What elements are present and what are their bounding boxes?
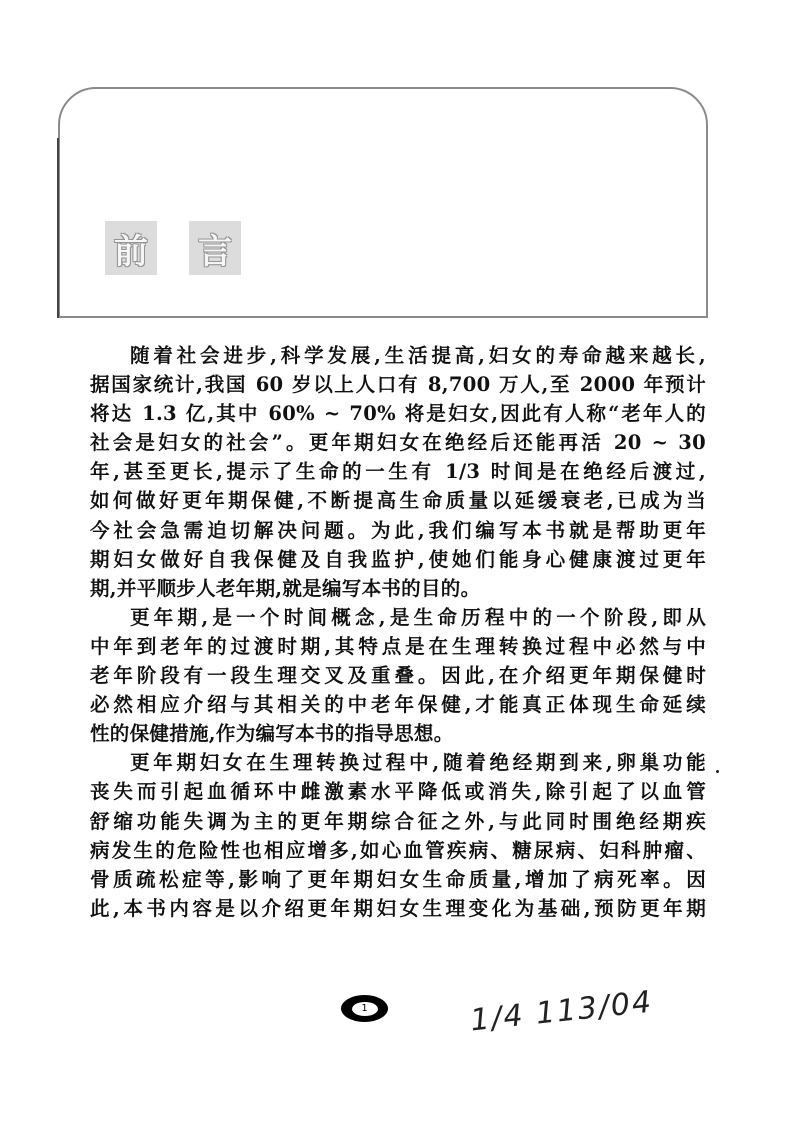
chapter-title-char-2: 言 — [189, 221, 241, 275]
page-number: 1 — [352, 1002, 378, 1016]
text-line: 此,本书内容是以介绍更年期妇女生理变化为基础,预防更年期 — [90, 896, 706, 920]
text-line: 骨质疏松症等,影响了更年期妇女生命质量,增加了病死率。因 — [90, 867, 706, 891]
text-line: 病发生的危险性也相应增多,如心血管疾病、糖尿病、妇科肿瘤、 — [90, 838, 706, 862]
handwritten-note: 1/4 113/04 — [468, 984, 655, 1039]
text-line: 随着社会进步,科学发展,生活提高,妇女的寿命越来越长, — [130, 344, 706, 367]
preface-body — [90, 341, 706, 923]
text-line: 年,甚至更长,提示了生命的一生有 1/3 时间是在绝经后渡过, — [90, 460, 706, 484]
text-line: 中年到老年的过渡时期,其特点是在生理转换过程中必然与中 — [90, 634, 706, 658]
text-line: 更年期妇女在生理转换过程中,随着绝经期到来,卵巢功能 — [130, 751, 706, 775]
text-line: 今社会急需迫切解决问题。为此,我们编写本书就是帮助更年 — [90, 518, 706, 542]
chapter-header-frame — [58, 87, 708, 318]
text-line: 社会是妇女的社会”。更年期妇女在绝经后还能再活 20 ~ 30 — [90, 431, 706, 455]
text-line: 据国家统计,我国 60 岁以上人口有 8,700 万人,至 2000 年预计 — [90, 373, 706, 397]
text-line: 期,并平顺步人老年期,就是编写本书的目的。 — [90, 576, 481, 600]
chapter-title-char-1: 前 — [105, 221, 157, 275]
page-number-badge — [341, 995, 388, 1022]
text-line: 期妇女做好自我保健及自我监护,使她们能身心健康渡过更年 — [90, 547, 706, 571]
frame-edge-mark — [57, 138, 59, 318]
text-line: 将达 1.3 亿,其中 60% ~ 70% 将是妇女,因此有人称“老年人的 — [90, 402, 706, 426]
text-line: 如何做好更年期保健,不断提高生命质量以延缓衰老,已成为当 — [90, 489, 706, 513]
text-line: 必然相应介绍与其相关的中老年保健,才能真正体现生命延续 — [90, 693, 706, 717]
text-line: 舒缩功能失调为主的更年期综合征之外,与此同时围绝经期疾 — [90, 809, 706, 833]
text-line: 更年期,是一个时间概念,是生命历程中的一个阶段,即从 — [130, 605, 706, 629]
text-line: 老年阶段有一段生理交叉及重叠。因此,在介绍更年期保健时 — [90, 664, 706, 688]
scan-speck — [716, 770, 719, 773]
text-line: 性的保健措施,作为编写本书的指导思想。 — [90, 722, 454, 746]
text-line: 丧失而引起血循环中雌激素水平降低或消失,除引起了以血管 — [90, 780, 706, 804]
